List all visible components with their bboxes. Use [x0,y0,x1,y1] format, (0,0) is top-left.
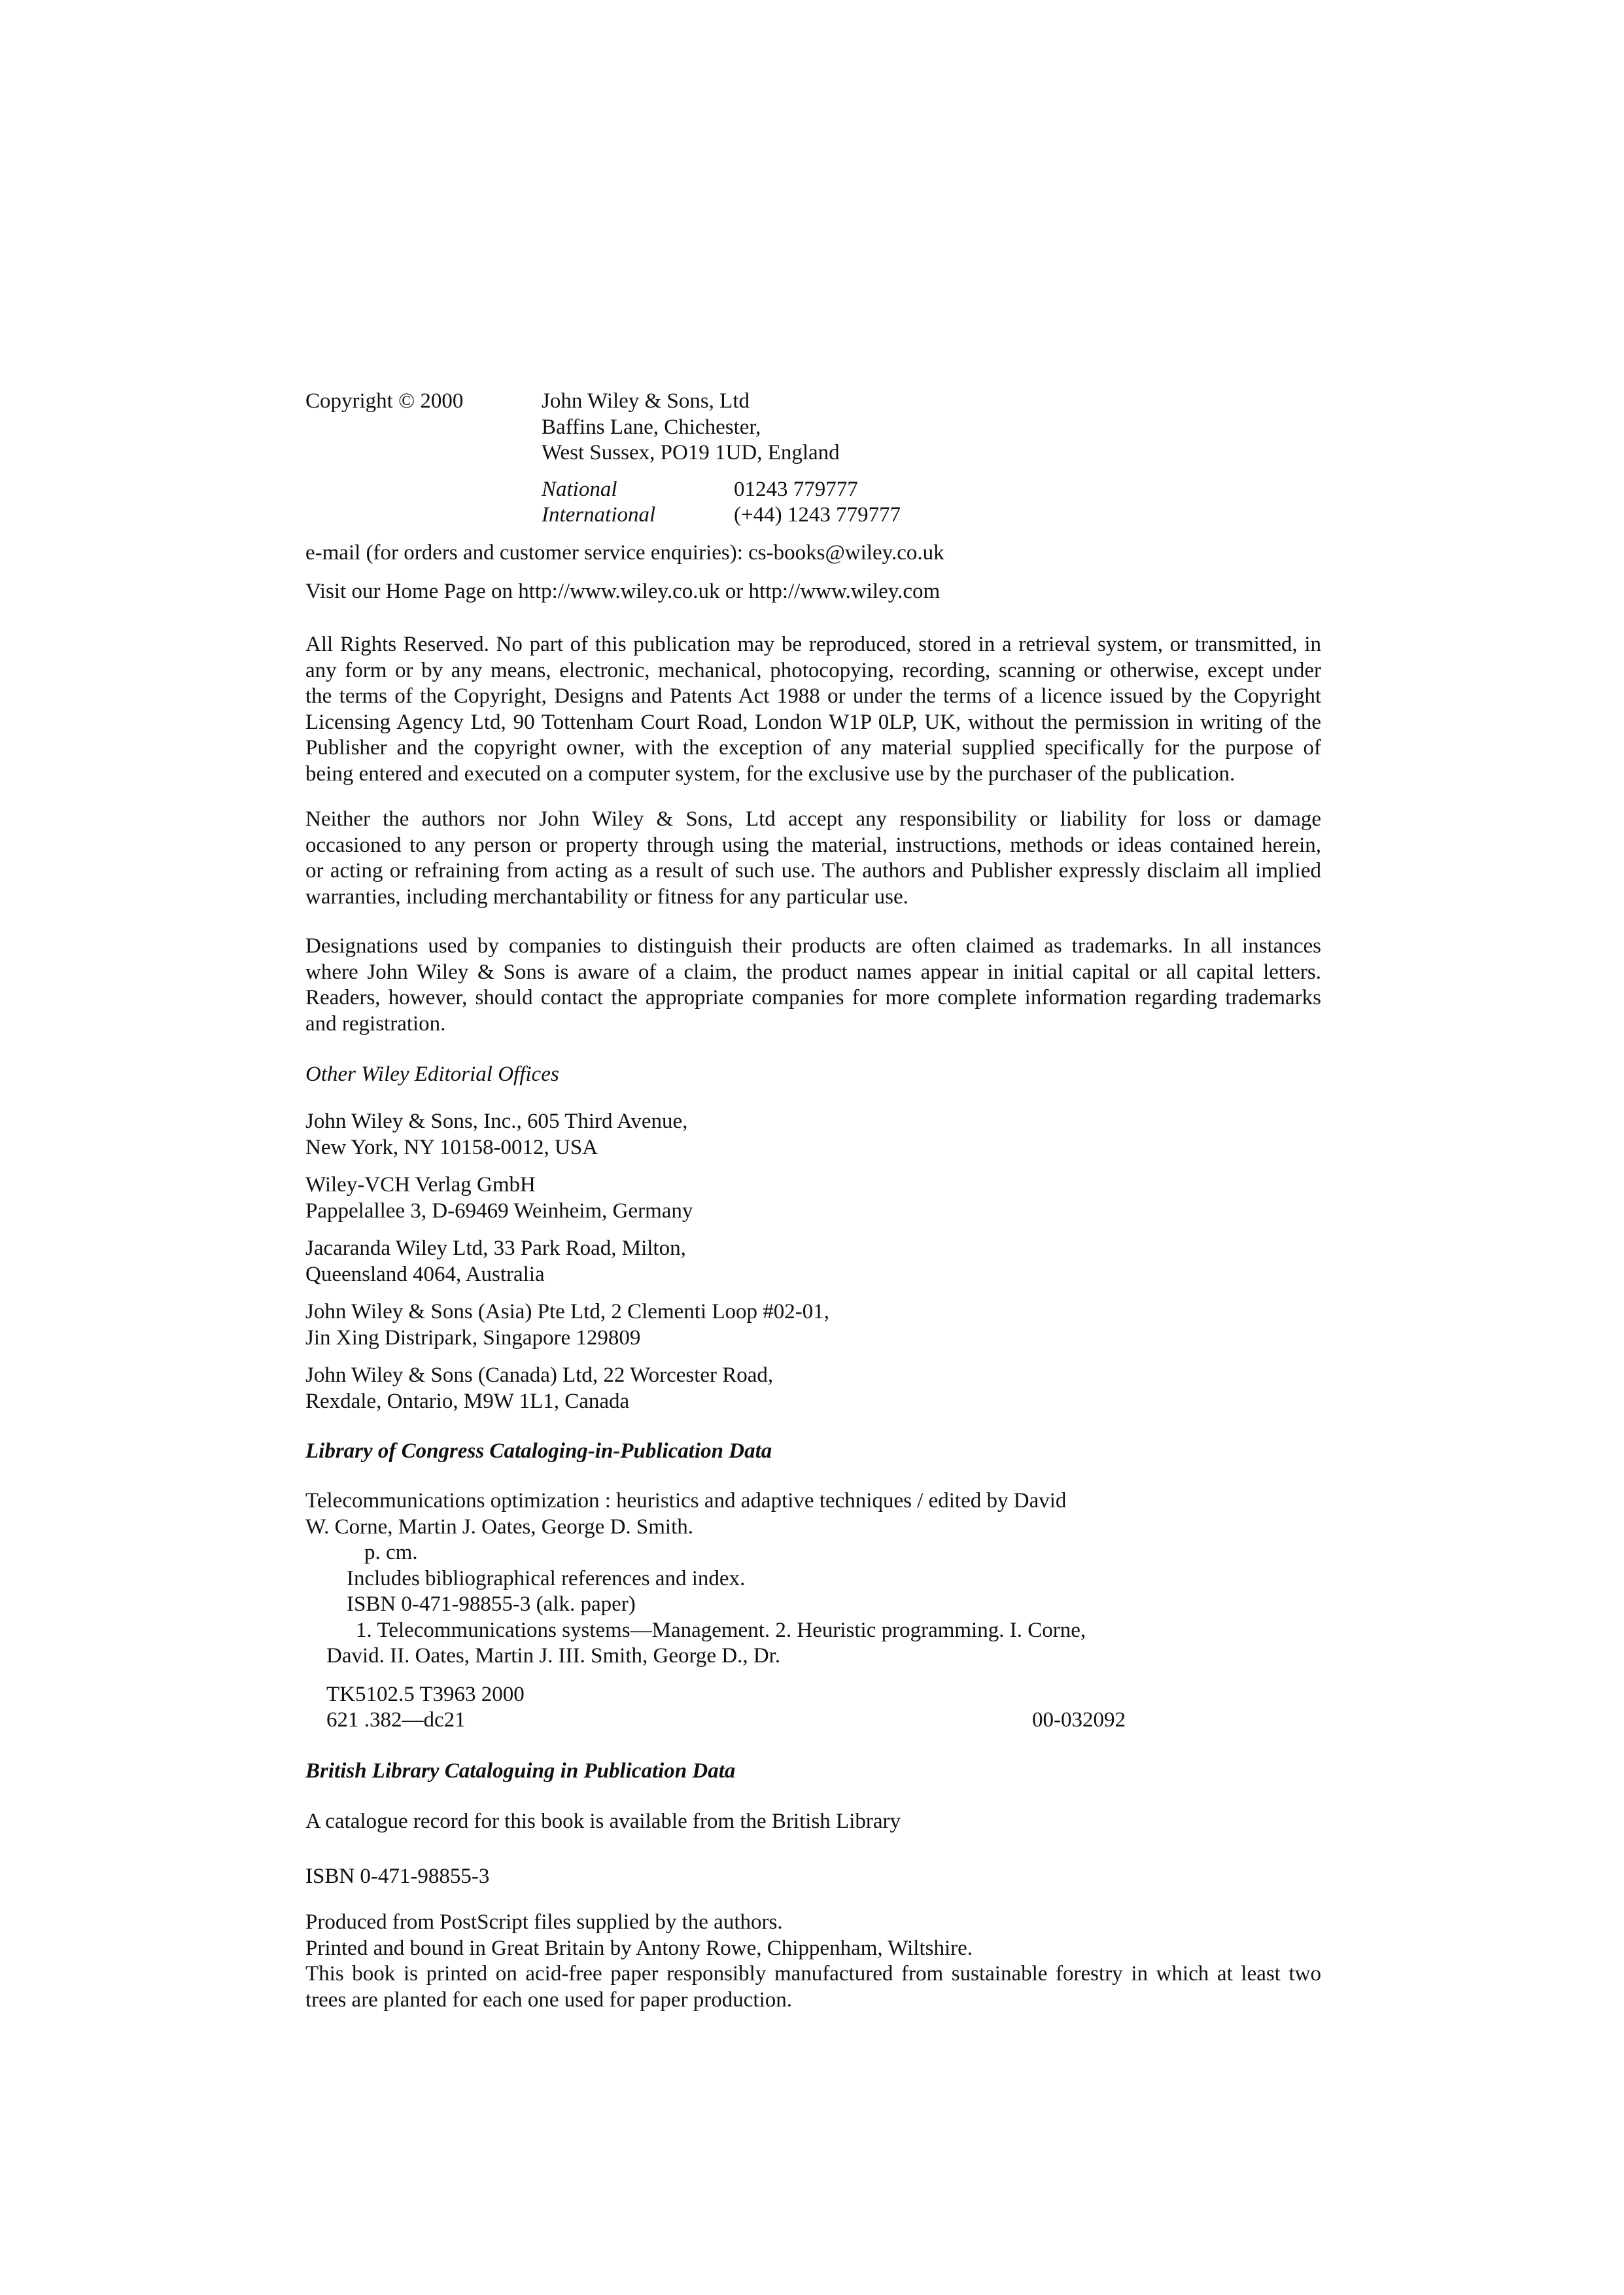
production-notes [305,1910,1321,2013]
text-line: being entered and executed on a computer system, for the exclusive use by the purchaser of the publication. [305,762,1235,786]
bl-record: A catalogue record for this book is available from the British Library [305,1810,901,1833]
text-line: John Wiley & Sons, Inc., 605 Third Avenue, [305,1110,688,1133]
address-line: Baffins Lane, Chichester, [542,415,761,439]
text-line: Jin Xing Distripark, Singapore 129809 [305,1325,641,1350]
text-line: John Wiley & Sons (Canada) Ltd, 22 Worcester Road, [305,1363,774,1387]
office-address [305,1299,829,1351]
home-page-line: Visit our Home Page on http://www.wiley.co.uk or http://www.wiley.com [305,580,941,603]
office-address [305,1236,686,1288]
office-address [305,1172,693,1224]
text-line: Readers, however, should contact the appropriate companies for more complete information regarding trademarks [305,986,1321,1009]
text-line: Produced from PostScript files supplied by the authors. [305,1910,783,1934]
trademarks-paragraph [305,934,1321,1037]
text-line: This book is printed on acid-free paper responsibly manufactured from sustainable forestry in which at least two [305,1962,1321,1986]
text-line: 1. Telecommunications systems—Management. 2. Heuristic programming. I. Corne, [356,1618,1086,1642]
liability-paragraph [305,807,1321,910]
text-line: Printed and bound in Great Britain by Antony Rowe, Chippenham, Wiltshire. [305,1936,973,1960]
address-line: West Sussex, PO19 1UD, England [542,441,840,464]
text-line: Telecommunications optimization : heuristics and adaptive techniques / edited by David [305,1489,1067,1513]
phone-type-national: National [542,478,617,501]
text-line: All Rights Reserved. No part of this publication may be reproduced, stored in a retrieval system, or transmitted, in [305,633,1321,656]
office-address [305,1363,773,1414]
text-line: Publisher and the copyright owner, with the exception of any material supplied specifically for the purpose of [305,736,1321,760]
copyright-label: Copyright © 2000 [305,389,464,413]
phone-type-international: International [542,503,656,527]
office-address [305,1109,687,1161]
text-line: Queensland 4064, Australia [305,1262,545,1286]
text-line: Neither the authors nor John Wiley & Sons, Ltd accept any responsibility or liability for loss or damage [305,807,1321,831]
text-line: Rexdale, Ontario, M9W 1L1, Canada [305,1389,630,1413]
text-line: or acting or refraining from acting as a result of such use. The authors and Publisher expressly disclaim all implied [305,859,1321,883]
text-line: p. cm. [364,1541,418,1564]
text-line: Licensing Agency Ltd, 90 Tottenham Court Road, London W1P 0LP, UK, without the permission in writing of the [305,710,1321,734]
text-line: Pappelallee 3, D-69469 Weinheim, Germany [305,1199,693,1223]
text-line: New York, NY 10158-0012, USA [305,1135,598,1159]
text-line: and registration. [305,1011,446,1036]
call-number: TK5102.5 T3963 2000 [326,1683,525,1706]
loc-heading: Library of Congress Cataloging-in-Publication Data [305,1439,772,1463]
text-line: where John Wiley & Sons is aware of a claim, the product names appear in initial capital or all capital letters. [305,960,1321,984]
text-line: the terms of the Copyright, Designs and Patents Act 1988 or under the terms of a licence issued by the Copyright [305,684,1321,708]
text-line: Includes bibliographical references and index. [347,1566,746,1590]
phone-international: (+44) 1243 779777 [734,503,901,527]
text-line: John Wiley & Sons (Asia) Pte Ltd, 2 Clementi Loop #02-01, [305,1300,830,1323]
text-line: Wiley-VCH Verlag GmbH [305,1173,536,1197]
bl-heading: British Library Cataloguing in Publication Data [305,1759,736,1783]
text-line: occasioned to any person or property through using the material, instructions, methods or ideas contained herein, [305,833,1321,857]
text-line: warranties, including merchantability or fitness for any particular use. [305,885,908,909]
text-line: any form or by any means, electronic, mechanical, photocopying, recording, scanning or otherwise, except under [305,658,1321,682]
text-line: David. II. Oates, Martin J. III. Smith, George D., Dr. [326,1644,781,1668]
text-line: W. Corne, Martin J. Oates, George D. Smith. [305,1515,694,1539]
text-line: Designations used by companies to distinguish their products are often claimed as trademarks. In all instances [305,934,1321,958]
text-line: ISBN 0-471-98855-3 (alk. paper) [347,1592,636,1616]
rights-paragraph [305,632,1321,787]
classification: 621 .382—dc21 [326,1708,466,1732]
lccn: 00-032092 [1032,1708,1126,1732]
loc-record [305,1488,1086,1670]
publisher-address [542,389,840,466]
phone-national: 01243 779777 [734,478,858,501]
email-line: e-mail (for orders and customer service enquiries): cs-books@wiley.co.uk [305,541,944,565]
text-line: Jacaranda Wiley Ltd, 33 Park Road, Milton, [305,1236,686,1260]
isbn: ISBN 0-471-98855-3 [305,1865,490,1888]
text-line: trees are planted for each one used for paper production. [305,1988,792,2012]
offices-heading: Other Wiley Editorial Offices [305,1062,559,1086]
address-line: John Wiley & Sons, Ltd [542,389,750,413]
